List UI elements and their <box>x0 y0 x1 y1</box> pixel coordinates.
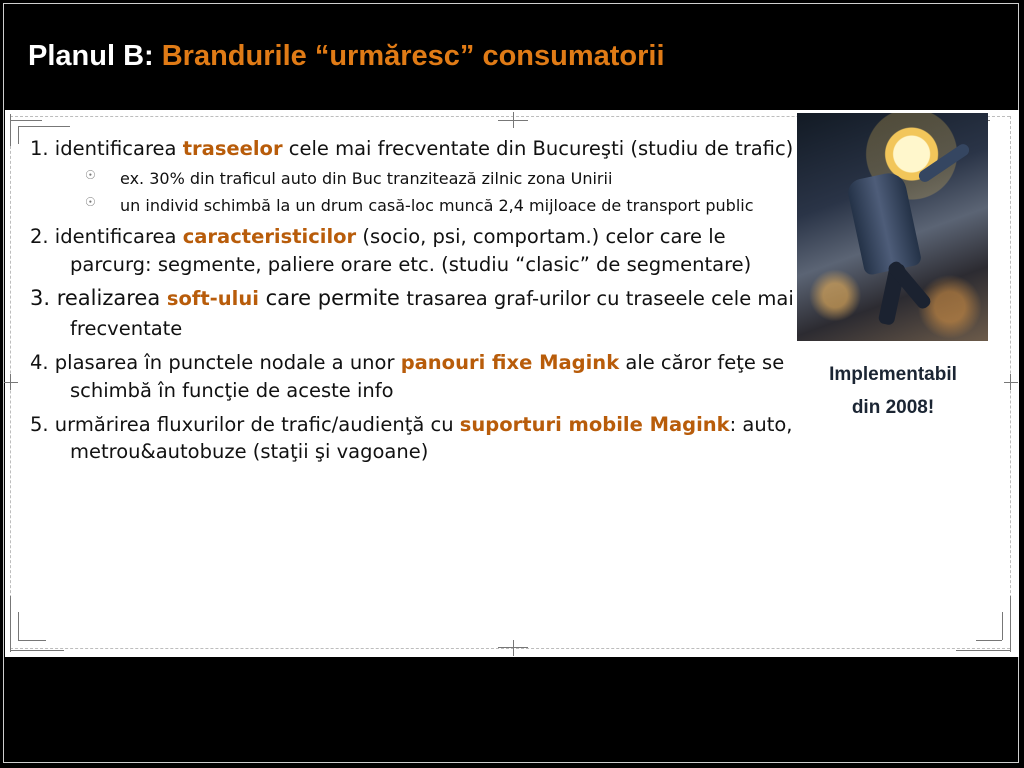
implementation-note <box>798 358 988 425</box>
slide-title <box>28 40 665 73</box>
corner-mark <box>18 640 46 641</box>
item-highlight: caracteristicilor <box>182 225 357 249</box>
crosshair-mark <box>1010 374 1011 390</box>
runner-arm <box>917 142 972 184</box>
item-text: 5. urmărirea fluxurilor de trafic/audienţă cu <box>30 412 460 436</box>
item-text: trasarea graf-urilor cu traseele cele mai frecventate <box>70 287 794 340</box>
item-text: ale căror feţe se schimbă în funcţie de aceste info <box>70 351 785 402</box>
circle-dot-bullet-icon: ☉ <box>85 194 96 209</box>
item-highlight: suporturi mobile Magink <box>459 412 730 436</box>
corner-mark <box>18 126 70 127</box>
subitem-text: ex. 30% din traficul auto din Buc tranzitează zilnic zona Unirii <box>120 168 613 188</box>
list-item <box>30 223 800 278</box>
corner-mark <box>18 612 19 640</box>
item-text: care permite <box>258 286 407 311</box>
title-prefix: Planul B: <box>28 40 154 72</box>
item-highlight: panouri fixe Magink <box>400 351 620 375</box>
circle-dot-bullet-icon: ☉ <box>85 167 96 182</box>
crosshair-mark <box>10 374 11 390</box>
corner-mark <box>10 596 11 652</box>
implementation-note-line2: din 2008! <box>851 397 935 419</box>
corner-mark <box>10 114 11 146</box>
implementation-note-line1: Implementabil <box>829 364 957 385</box>
slide-body <box>30 135 800 466</box>
corner-mark <box>976 640 1002 641</box>
item-text: cele mai frecventate din Bucureşti (studiu de trafic) <box>282 137 794 160</box>
crosshair-mark <box>513 112 514 128</box>
item-highlight: traseelor <box>182 137 283 160</box>
list-item <box>30 411 800 466</box>
subitem <box>30 167 800 190</box>
corner-mark <box>1002 612 1003 640</box>
list-item <box>30 135 800 163</box>
lightbulb-man-photo <box>797 113 988 341</box>
item-highlight: soft-ului <box>166 287 259 311</box>
corner-mark <box>10 650 64 651</box>
item-text: : auto, metrou&autobuze (staţii şi vagoane) <box>70 412 793 464</box>
runner-figure <box>846 170 923 276</box>
crosshair-mark <box>1004 382 1018 383</box>
bottom-dashed-guide <box>10 648 1010 649</box>
item-text: 3. realizarea <box>30 286 167 311</box>
item-text: (socio, psi, comportam.) celor care le parcurg: segmente, paliere orare etc. (studiu “clasic” de segmentare) <box>70 225 752 276</box>
item-text: 2. identificarea <box>30 225 183 249</box>
item-text: 4. plasarea în punctele nodale a unor <box>30 351 401 375</box>
list-item <box>30 349 800 404</box>
subitem <box>30 194 800 217</box>
subitem-text: un individ schimbă la un drum casă-loc muncă 2,4 mijloace de transport public <box>120 195 754 215</box>
item-text: 1. identificarea <box>30 137 183 160</box>
corner-mark <box>10 120 42 121</box>
corner-mark <box>18 126 19 144</box>
list-item <box>30 284 800 343</box>
corner-mark <box>956 650 1010 651</box>
corner-mark <box>1010 596 1011 652</box>
title-accent: Brandurile “urmăresc” consumatorii <box>161 40 665 72</box>
crosshair-mark <box>4 382 18 383</box>
crosshair-mark <box>513 640 514 656</box>
